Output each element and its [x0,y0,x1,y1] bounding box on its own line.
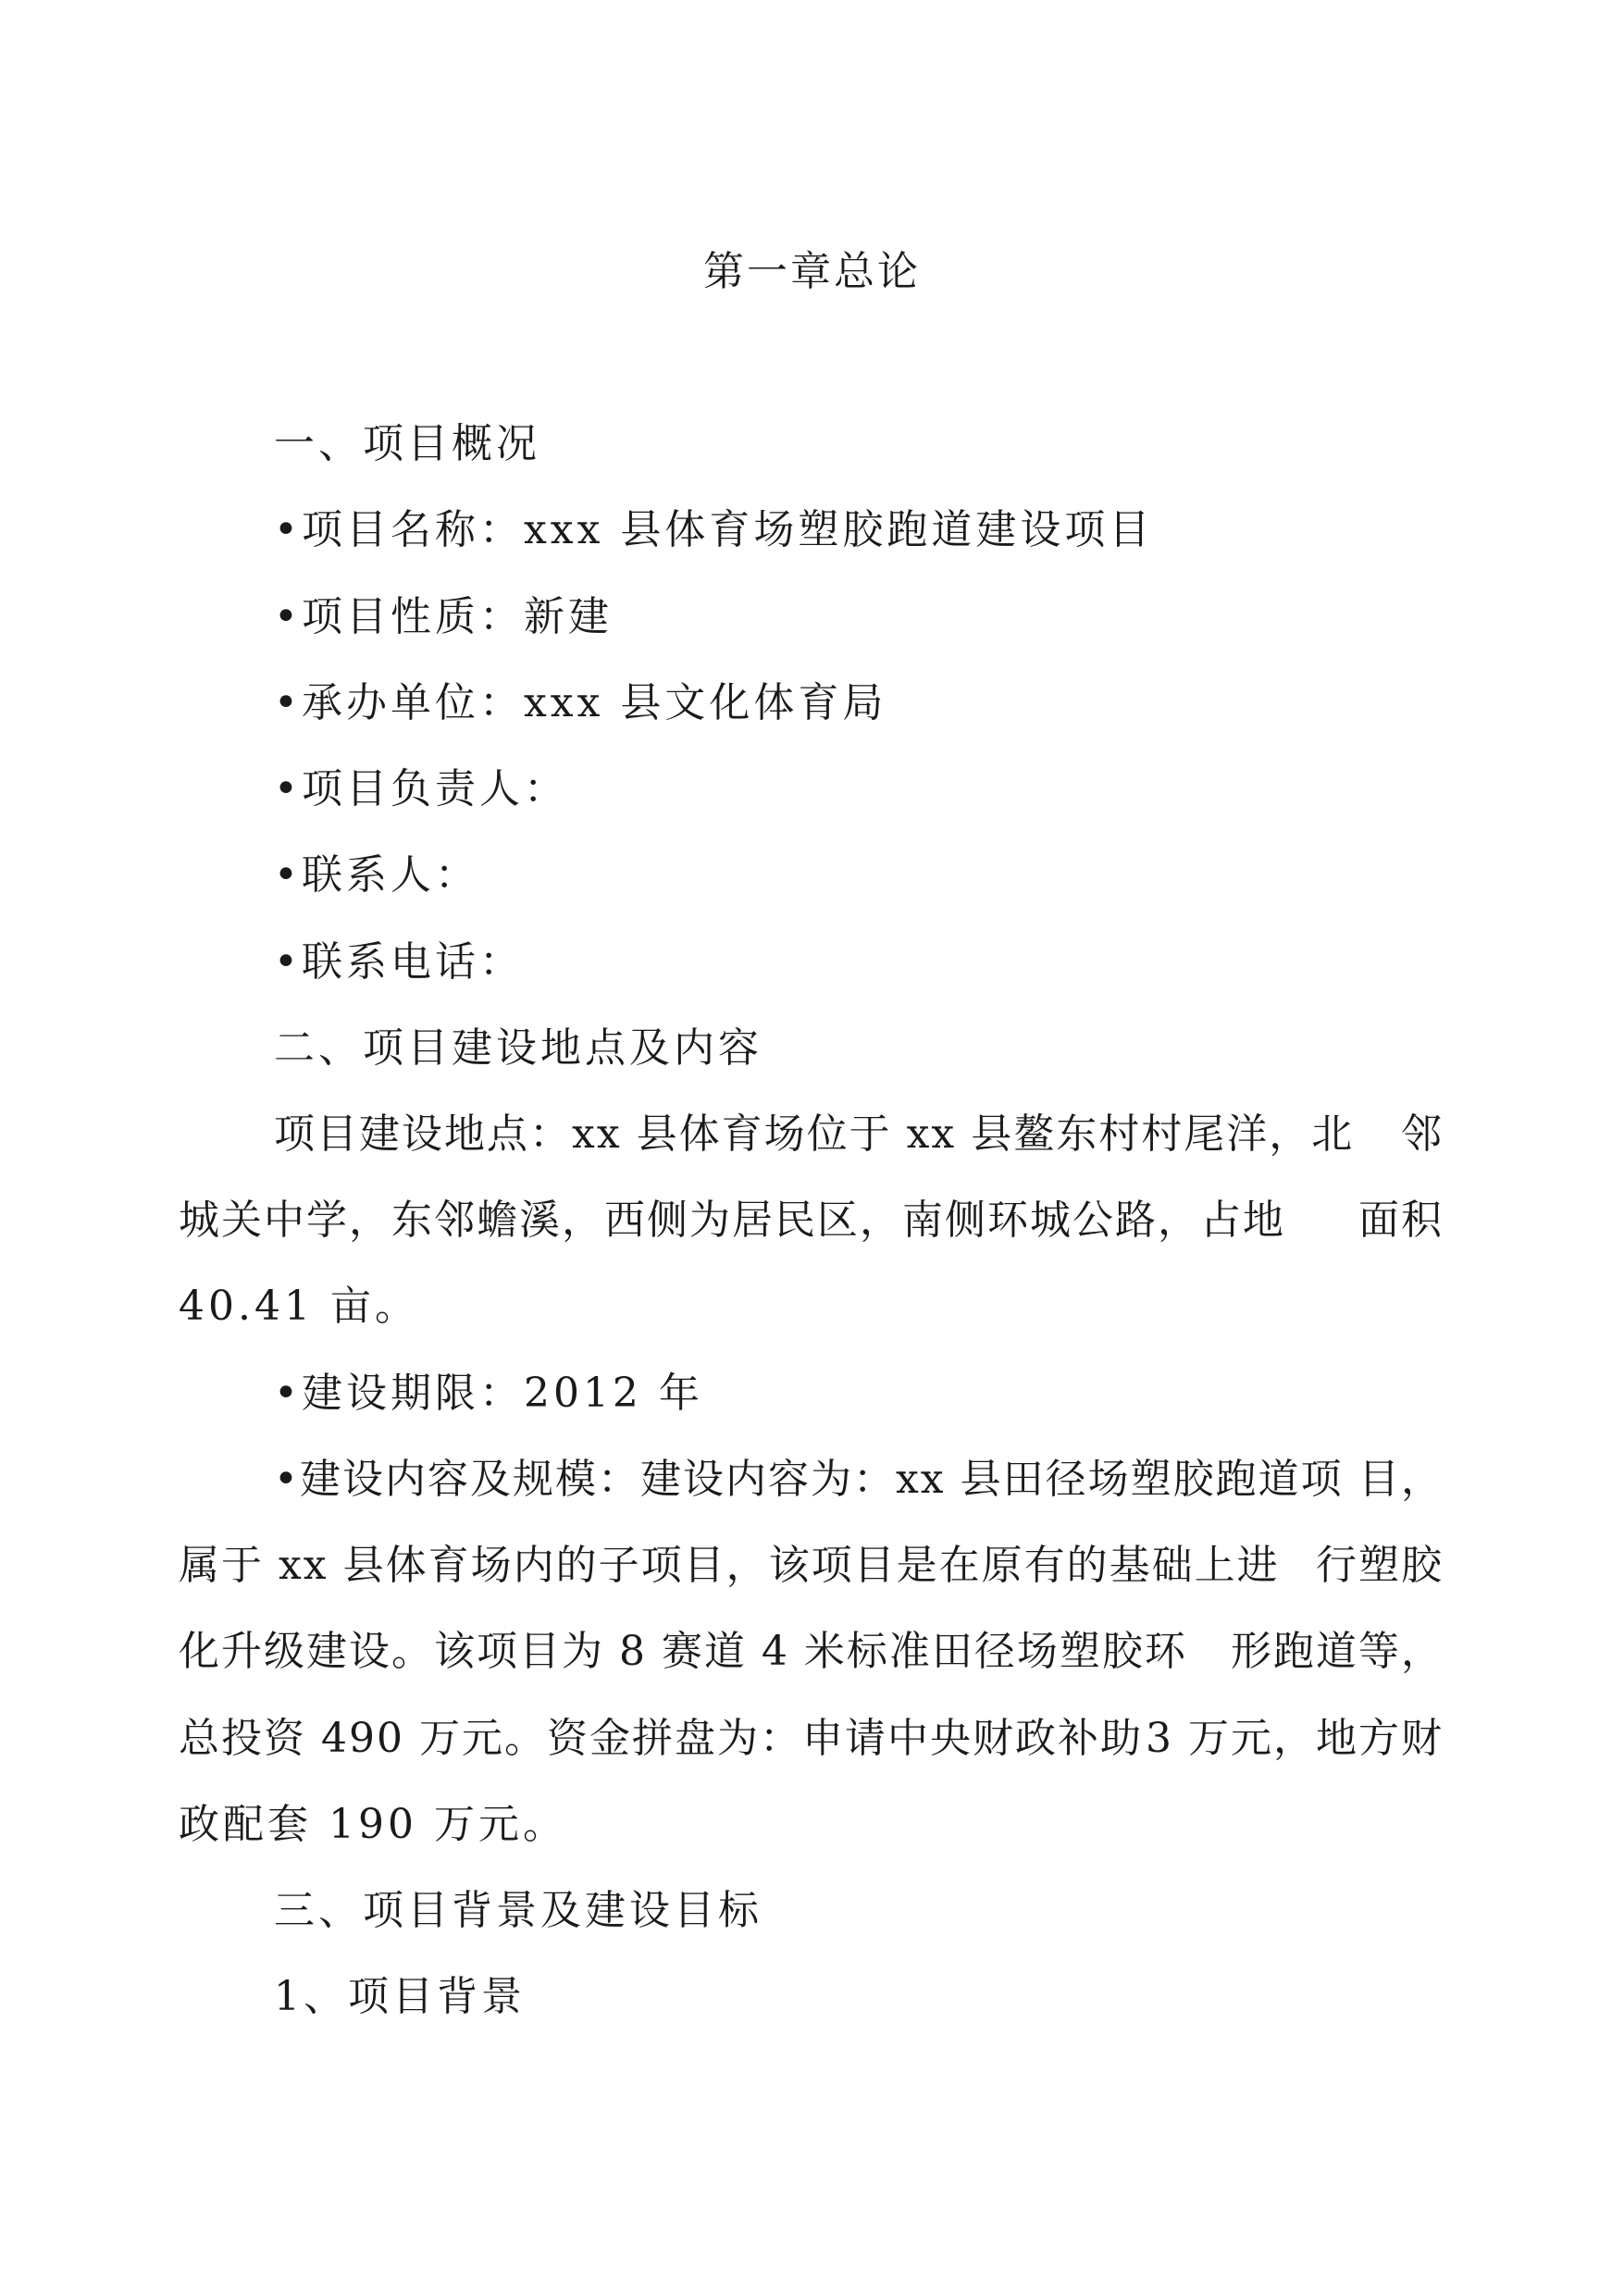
content-text-1a: •建设内容及规模：建设内容为：xx 县田径场塑胶跑道项 [274,1456,1344,1503]
construction-period-line: •建设期限：2012 年 [274,1370,703,1417]
project-name-line: •项目名称：xxx 县体育场塑胶跑道建设项目 [274,506,1154,553]
content-paragraph-line-4 [179,1715,1444,1762]
content-paragraph-line-2 [179,1542,1444,1589]
content-text-2b: 行塑胶 [1316,1542,1444,1589]
content-paragraph-line-5: 政配套 190 万元。 [179,1801,567,1848]
content-text-4b: 3 万元，地方财 [1146,1715,1444,1762]
subsection-heading-background: 1、项目背景 [274,1973,526,2020]
location-paragraph-line-1 [274,1110,1444,1158]
content-text-3b: 形跑道等， [1231,1628,1444,1675]
section-heading-overview: 一、项目概况 [274,420,540,467]
location-text-2a: 城关中学，东邻蟾溪，西侧为居民区，南侧环城公路，占地 [179,1197,1285,1244]
project-leader-line: •项目负责人： [274,765,568,813]
content-text-2a: 属于 xx 县体育场内的子项目，该项目是在原有的基础上进 [179,1542,1280,1589]
project-nature-line: •项目性质：新建 [274,593,613,640]
contact-phone-line: •联系电话： [274,938,524,986]
chapter-title: 第一章总论 [703,248,921,295]
host-unit-line: •承办单位：xxx 县文化体育局 [274,679,887,726]
contact-person-line: •联系人： [274,851,479,899]
content-paragraph-line-1 [274,1456,1444,1503]
content-text-3a: 化升级建设。该项目为 8 赛道 4 米标准田径场塑胶环 [179,1628,1187,1675]
section-heading-location: 二、项目建设地点及内容 [274,1024,762,1072]
location-paragraph-line-2 [179,1197,1444,1244]
section-heading-background: 三、项目背景及建设目标 [274,1887,762,1934]
location-paragraph-line-3: 40.41 亩。 [179,1283,419,1330]
content-text-1b: 目， [1358,1456,1444,1503]
content-paragraph-line-3 [179,1628,1444,1675]
content-text-4a: 总投资 490 万元。资金拼盘为：申请中央财政补助 [179,1715,1143,1762]
location-text-2b: 面积 [1358,1197,1444,1244]
location-text-1a: 项目建设地点：xx 县体育场位于 xx 县鳌东村村尾洋，北 [274,1110,1355,1158]
location-text-1b: 邻 [1401,1110,1444,1158]
